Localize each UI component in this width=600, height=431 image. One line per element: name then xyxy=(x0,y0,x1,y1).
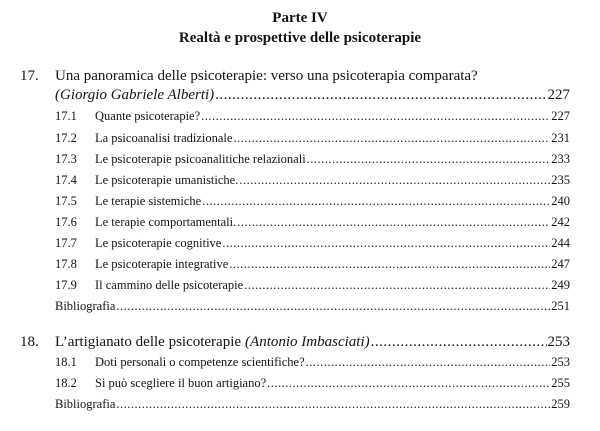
bibliography-label: Bibliografia xyxy=(55,397,116,411)
chapter-18-heading xyxy=(20,333,570,351)
dot-leader xyxy=(307,151,551,167)
page-number: 227 xyxy=(547,87,570,103)
chapter-number: 17. xyxy=(20,68,39,84)
section-number: 17.6 xyxy=(55,215,77,229)
dot-leader xyxy=(201,108,550,124)
toc-section-17-2 xyxy=(55,130,570,146)
page-number: 227 xyxy=(551,109,570,123)
page-number: 240 xyxy=(551,194,570,208)
chapter-author: (Antonio Imbasciati) xyxy=(245,334,370,350)
section-number: 17.5 xyxy=(55,194,77,208)
chapter-17-heading xyxy=(20,67,580,85)
dot-leader xyxy=(371,333,547,351)
bibliography-label: Bibliografia xyxy=(55,299,116,313)
page-number: 255 xyxy=(551,376,570,390)
dot-leader xyxy=(267,375,550,391)
toc-section-17-1 xyxy=(55,108,570,124)
dot-leader xyxy=(237,214,550,230)
page-number: 253 xyxy=(547,334,570,350)
dot-leader xyxy=(222,235,550,251)
toc-section-17-4 xyxy=(55,172,570,188)
page-number: 251 xyxy=(551,299,570,313)
dot-leader xyxy=(116,298,550,314)
part-subtitle: Realtà e prospettive delle psicoterapie xyxy=(178,30,422,46)
toc-section-17-9 xyxy=(55,277,570,293)
dot-leader xyxy=(229,256,550,272)
chapter-17-author-line xyxy=(55,86,570,104)
toc-section-18-2 xyxy=(55,375,570,391)
page-number: 231 xyxy=(551,131,570,145)
section-number: 17.8 xyxy=(55,257,77,271)
dot-leader xyxy=(233,130,550,146)
toc-section-17-3 xyxy=(55,151,570,167)
toc-section-17-7 xyxy=(55,235,570,251)
section-title: Il cammino delle psicoterapie xyxy=(95,278,244,292)
toc-section-17-6 xyxy=(55,214,570,230)
section-title: Quante psicoterapie? xyxy=(95,109,201,123)
page-number: 242 xyxy=(551,215,570,229)
section-number: 17.2 xyxy=(55,131,77,145)
toc-bibliography-18 xyxy=(55,396,570,412)
section-number: 17.1 xyxy=(55,109,77,123)
page-number: 253 xyxy=(551,355,570,369)
toc-section-17-8 xyxy=(55,256,570,272)
section-title: Le psicoterapie umanistiche. xyxy=(95,173,239,187)
section-number: 17.4 xyxy=(55,173,77,187)
dot-leader xyxy=(202,193,550,209)
section-title: Si può scegliere il buon artigiano? xyxy=(95,376,267,390)
toc-bibliography-17 xyxy=(55,298,570,314)
section-title: Le terapie comportamentali. xyxy=(95,215,237,229)
toc-section-18-1 xyxy=(55,354,570,370)
section-title: Le psicoterapie psicoanalitiche relazionali xyxy=(95,152,306,166)
page-number: 235 xyxy=(551,173,570,187)
section-number: 17.3 xyxy=(55,152,77,166)
section-title: Le psicoterapie integrative xyxy=(95,257,229,271)
page-number: 259 xyxy=(551,397,570,411)
dot-leader xyxy=(244,277,550,293)
section-number: 18.1 xyxy=(55,355,77,369)
section-title: La psicoanalisi tradizionale xyxy=(95,131,233,145)
page-number: 249 xyxy=(551,278,570,292)
page-number: 247 xyxy=(551,257,570,271)
chapter-title: L’artigianato delle psicoterapie xyxy=(55,334,242,350)
section-number: 17.7 xyxy=(55,236,77,250)
dot-leader xyxy=(215,86,546,104)
chapter-number: 18. xyxy=(20,334,39,350)
section-number: 17.9 xyxy=(55,278,77,292)
part-title: Parte IV xyxy=(272,10,328,26)
section-title: Le psicoterapie cognitive xyxy=(95,236,222,250)
chapter-author: (Giorgio Gabriele Alberti) xyxy=(55,87,215,103)
toc-section-17-5 xyxy=(55,193,570,209)
section-number: 18.2 xyxy=(55,376,77,390)
chapter-title: Una panoramica delle psicoterapie: verso una psicoterapia comparata? xyxy=(55,68,478,84)
section-title: Le terapie sistemiche xyxy=(95,194,202,208)
section-title: Doti personali o competenze scientifiche? xyxy=(95,355,305,369)
dot-leader xyxy=(306,354,551,370)
dot-leader xyxy=(239,172,550,188)
page-number: 244 xyxy=(551,236,570,250)
page-number: 233 xyxy=(551,152,570,166)
dot-leader xyxy=(116,396,550,412)
